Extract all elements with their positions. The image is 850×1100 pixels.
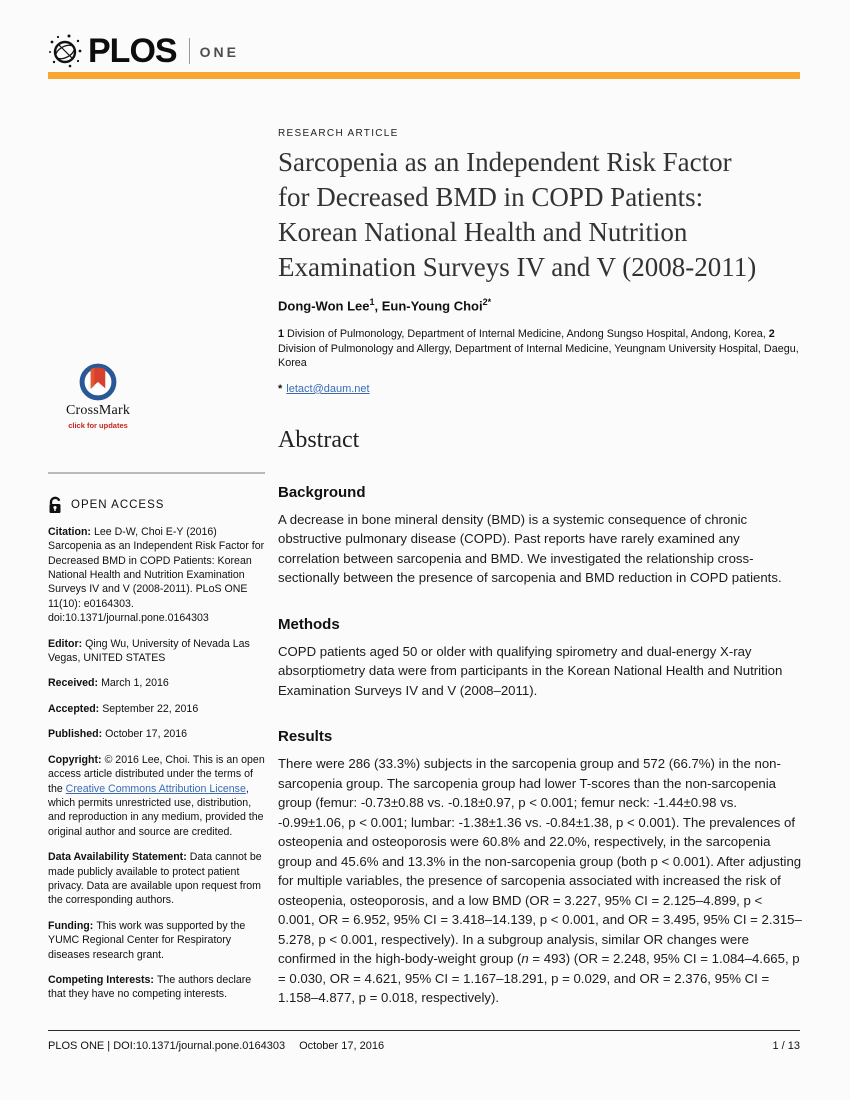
open-access-label: OPEN ACCESS	[71, 498, 165, 511]
received-label: Received:	[48, 677, 99, 690]
crossmark-icon	[78, 362, 118, 402]
footer-citation	[48, 1040, 398, 1052]
logo-divider	[189, 38, 190, 64]
article-title	[278, 145, 802, 285]
results-text: There were 286 (33.3%) subjects in the sarcopenia group and 572 (66.7%) in the non-sarcopenia group. The sarcopenia group had lower T-scores than the non-sarcopenia group (femur: -0.73±0.88 vs. -0.18±0.97, p < 0.001; femur neck: -1.44±0.98 vs. -0.99±1.06, p < 0.001; lumbar: -1.38±1.36 vs. -0.84±1.38, p < 0.001). The prevalences of osteopenia and osteoporosis were 60.8% and 22.0%, respectively, in the sarcopenia group and 45.6% and 13.3% in the non-sarcopenia group (both p < 0.001). After adjusting for multiple variables, the presence of sarcopenia associated with increased the risk of osteopenia, osteoporosis, and a low BMD (OR = 3.227, 95% CI = 2.125–4.899, p < 0.001, OR = 6.952, 95% CI = 3.418–14.139, p < 0.001, and OR = 3.495, 95% CI = 2.315–5.278, p < 0.001, respectively). In a subgroup analysis, similar OR changes were confirmed in the high-body-weight group (	[278, 756, 802, 967]
funding-entry	[48, 919, 265, 962]
journal-header	[48, 30, 800, 72]
author-name: Eun-Young Choi	[381, 298, 483, 314]
cc-license-link[interactable]: Creative Commons Attribution License	[65, 782, 246, 795]
results-text: = 493) (OR = 2.248, 95% CI = 1.084–4.665, p = 0.030, OR = 4.621, 95% CI = 1.167–18.291, p = 0.029, and OR = 2.376, 95% CI = 1.158–4.877, p = 0.018, respectively).	[278, 951, 800, 1006]
affiliation-marker: 2	[768, 328, 775, 341]
citation-text: Lee D-W, Choi E-Y (2016) Sarcopenia as an Independent Risk Factor for Decreased BMD in COPD Patients: Korean National Health and Nutrition Examination Surveys IV and V (2008-2011). PLoS ONE 11(10): e0164303. doi:10.1371/journal.pone.0164303	[48, 525, 265, 625]
background-heading: Background	[278, 483, 366, 501]
footer-page-number: 1 / 13	[772, 1040, 800, 1052]
article-type-kicker: RESEARCH ARTICLE	[278, 128, 399, 139]
affiliation-text: Division of Pulmonology, Department of Internal Medicine, Andong Sungso Hospital, Andong, Korea,	[287, 328, 769, 341]
sidebar-divider	[48, 472, 265, 474]
accepted-label: Accepted:	[48, 702, 100, 715]
crossmark-badge[interactable]	[66, 362, 130, 434]
published-text: October 17, 2016	[105, 728, 188, 741]
title-line: for Decreased BMD in COPD Patients:	[278, 182, 704, 212]
copyright-entry	[48, 753, 265, 839]
article-meta-sidebar	[48, 362, 265, 1012]
published-label: Published:	[48, 728, 103, 741]
results-n-italic: n	[521, 951, 529, 967]
plos-wordmark: PLOS	[88, 32, 177, 70]
results-paragraph	[278, 754, 802, 1008]
author-separator: ,	[374, 298, 382, 314]
copyright-label: Copyright:	[48, 753, 102, 766]
author-affiliation-sup: 2*	[482, 297, 492, 307]
competing-interests-entry	[48, 973, 265, 1002]
published-entry	[48, 727, 265, 741]
background-paragraph: A decrease in bone mineral density (BMD) is a systemic consequence of chronic obstructive pulmonary disease (COPD). Past reports have rarely examined any correlation between sarcopenia and BMD. We investigated the relationship cross-sectionally between the presence of sarcopenia and BMD reduction in COPD patients.	[278, 511, 782, 586]
methods-heading: Methods	[278, 615, 340, 633]
journal-name: ONE	[199, 44, 239, 60]
affiliation-marker: 1	[278, 328, 285, 341]
title-line: Korean National Health and Nutrition	[278, 217, 688, 247]
data-availability-entry	[48, 850, 265, 908]
corresponding-star: *	[278, 382, 283, 395]
competing-interests-text: The authors declare that they have no competing interests.	[48, 973, 252, 1001]
editor-label: Editor:	[48, 637, 83, 650]
results-heading: Results	[278, 728, 333, 746]
accepted-text: September 22, 2016	[102, 702, 199, 715]
crossmark-label: CrossMark	[66, 403, 131, 418]
affiliation-text: Division of Pulmonology and Allergy, Department of Internal Medicine, Yeungnam University Hospital, Daegu, Korea	[278, 342, 799, 370]
plos-logo	[48, 30, 800, 72]
corresponding-email-link[interactable]: letact@daum.net	[286, 382, 370, 395]
author-list	[278, 297, 802, 313]
article-body	[278, 128, 802, 1008]
title-line: Examination Surveys IV and V (2008-2011)	[278, 252, 757, 282]
citation-entry	[48, 525, 265, 626]
open-lock-icon	[48, 496, 64, 514]
copyright-text-before: © 2016 Lee, Choi. This is an open access article distributed under the terms of the	[48, 753, 265, 795]
received-text: March 1, 2016	[101, 677, 169, 690]
plos-globe-icon	[48, 33, 84, 69]
title-line: Sarcopenia as an Independent Risk Factor	[278, 147, 732, 177]
affiliations	[278, 327, 802, 371]
methods-paragraph: COPD patients aged 50 or older with qualifying spirometry and dual-energy X-ray absorptiometry data were from participants in the Korean National Health and Nutrition Examination Surveys IV and V (2008–2011).	[278, 643, 783, 698]
brand-orange-rule	[48, 72, 800, 79]
editor-text: Qing Wu, University of Nevada Las Vegas, UNITED STATES	[48, 637, 250, 665]
data-availability-text: Data cannot be made publicly available to protect patient privacy. Data are available upon request from the corresponding authors.	[48, 851, 262, 907]
funding-label: Funding:	[48, 919, 94, 932]
footer-journal-doi: PLOS ONE | DOI:10.1371/journal.pone.0164303	[48, 1040, 286, 1052]
author-name: Dong-Won Lee	[278, 298, 370, 314]
received-entry	[48, 676, 265, 690]
funding-text: This work was supported by the YUMC Regional Center for Respiratory diseases research grant.	[48, 919, 246, 961]
abstract-heading: Abstract	[278, 426, 360, 453]
corresponding-author-row	[278, 383, 802, 395]
page-footer	[48, 1030, 800, 1052]
author-affiliation-sup: 1	[369, 297, 375, 307]
editor-entry	[48, 637, 265, 666]
open-access-row	[48, 496, 265, 514]
accepted-entry	[48, 702, 265, 716]
footer-date: October 17, 2016	[299, 1040, 385, 1052]
citation-label: Citation:	[48, 525, 91, 538]
copyright-text-after: , which permits unrestricted use, distribution, and reproduction in any medium, provided the original author and source are credited.	[48, 782, 264, 838]
crossmark-sub-label: click for updates	[68, 421, 128, 431]
data-availability-label: Data Availability Statement:	[48, 851, 187, 864]
competing-interests-label: Competing Interests:	[48, 973, 154, 986]
